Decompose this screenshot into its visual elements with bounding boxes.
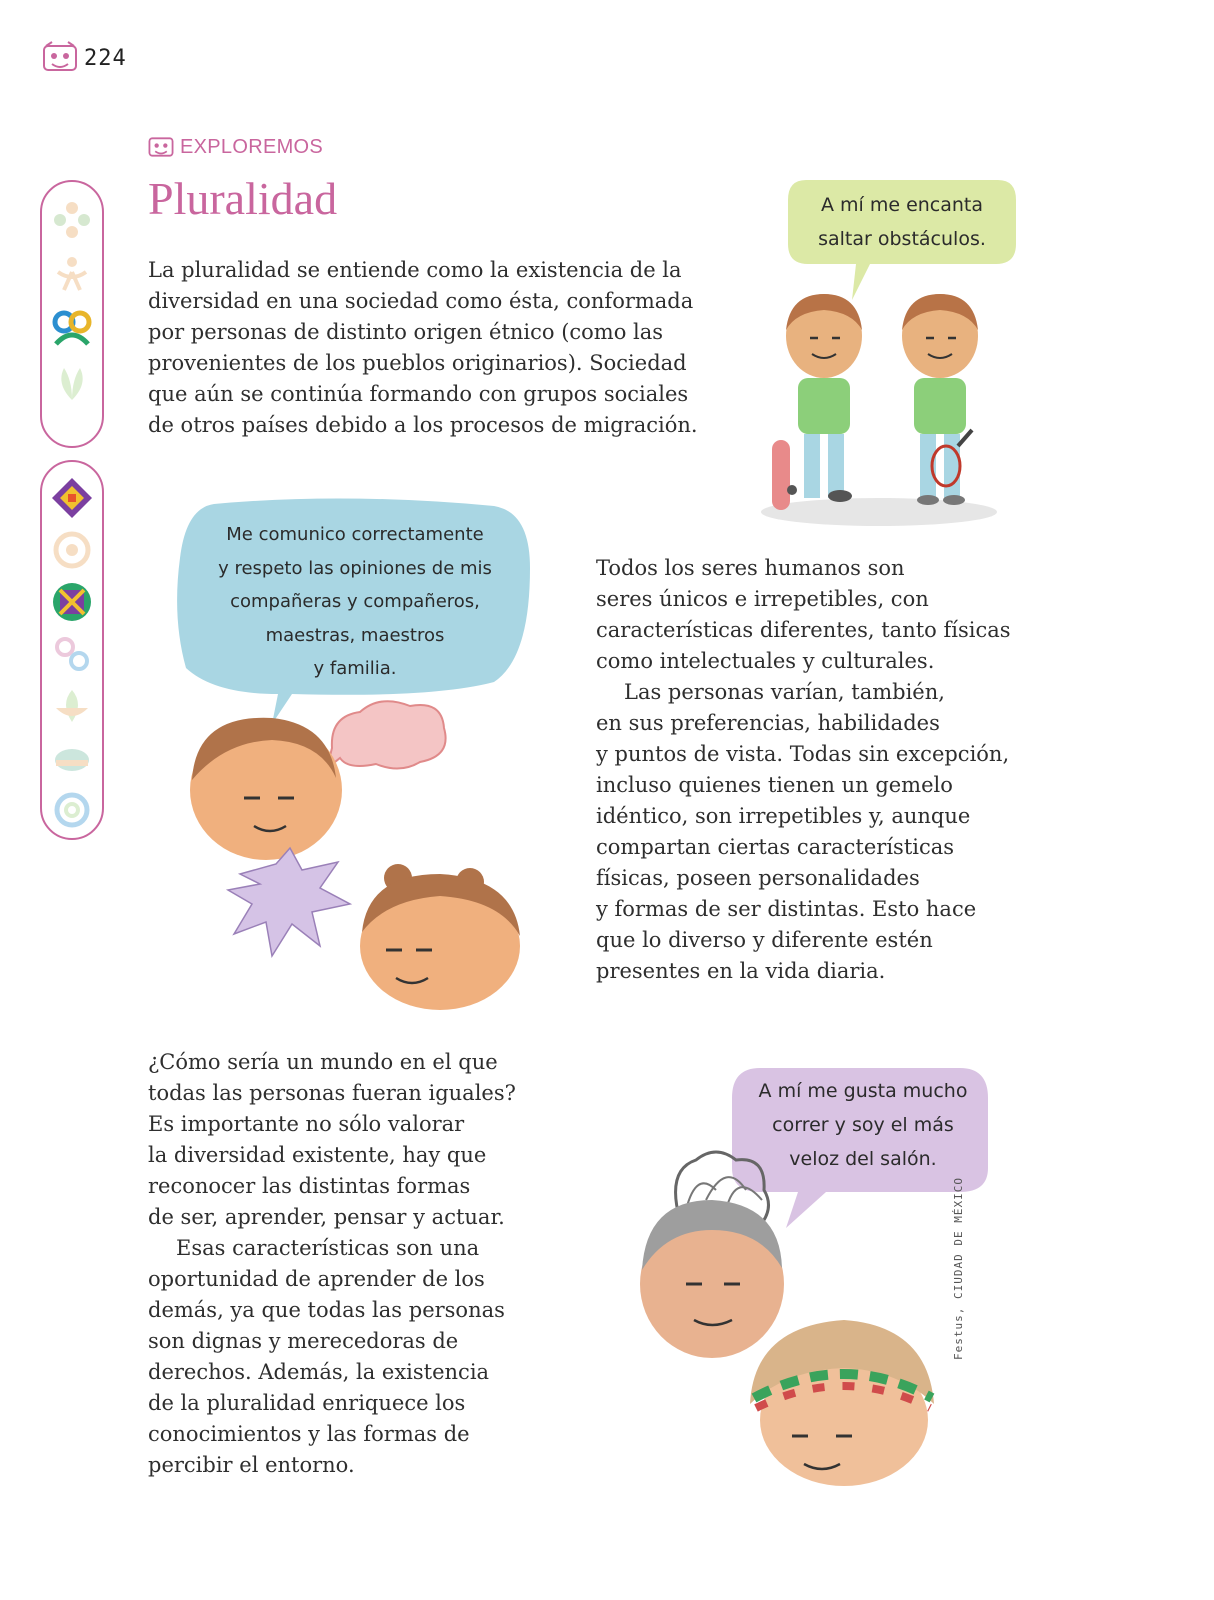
text-line: seres únicos e irrepetibles, con (596, 587, 929, 611)
text-line: en sus preferencias, habilidades (596, 711, 940, 735)
text-line: de la pluralidad enriquece los (148, 1391, 466, 1415)
text-line: diversidad en una sociedad como ésta, conformada (148, 289, 694, 313)
page-number (42, 40, 127, 76)
bubble-green-text (786, 188, 1018, 256)
flower-icon (50, 198, 94, 242)
glyph-icon (42, 40, 78, 76)
turtle-icon (50, 736, 94, 780)
text-line: percibir el entorno. (148, 1453, 355, 1477)
text-line: que aún se continúa formando con grupos sociales (148, 382, 689, 406)
sidebar-ejes-bottom (40, 460, 104, 840)
text-line: como intelectuales y culturales. (596, 649, 935, 673)
page-title: Pluralidad (148, 173, 338, 224)
bubble-line: y respeto las opiniones de mis (218, 557, 492, 579)
links-icon (50, 632, 94, 676)
text-line: todas las personas fueran iguales? (148, 1081, 516, 1105)
intro-paragraph (148, 255, 748, 441)
text-line: La pluralidad se entiende como la existencia de la (148, 258, 682, 282)
text-line: derechos. Además, la existencia (148, 1360, 490, 1384)
text-line: de otros países debido a los procesos de migración. (148, 413, 698, 437)
text-line: de ser, aprender, pensar y actuar. (148, 1205, 505, 1229)
bubble-line: maestras, maestros (265, 624, 445, 646)
text-line: Esas características son una (176, 1236, 480, 1260)
bubble-line: veloz del salón. (789, 1148, 937, 1170)
text-line: reconocer las distintas formas (148, 1174, 471, 1198)
people-circle-icon (50, 306, 94, 350)
glyph-icon (148, 134, 174, 160)
bubble-line: correr y soy el más (772, 1114, 954, 1136)
text-line: ¿Cómo sería un mundo en el que (148, 1050, 498, 1074)
section-label (148, 134, 323, 160)
twins-illustration (756, 290, 1002, 530)
text-line: conocimientos y las formas de (148, 1422, 470, 1446)
text-line: la diversidad existente, hay que (148, 1143, 487, 1167)
bubble-line: A mí me gusta mucho (758, 1080, 968, 1102)
credit-text: Festus, CIUDAD DE MÉXICO (952, 1177, 965, 1360)
text-line: características diferentes, tanto físicas (596, 618, 1011, 642)
illustration-credit (952, 1177, 972, 1370)
bubble-line: saltar obstáculos. (818, 228, 986, 250)
runner-faces-illustration (636, 1150, 936, 1490)
text-line: por personas de distinto origen étnico (como las (148, 320, 664, 344)
page-number-text: 224 (84, 45, 127, 71)
bubble-blue-text (180, 518, 530, 686)
bubble-line: compañeras y compañeros, (230, 591, 480, 612)
dancer-icon (50, 252, 94, 296)
leaf-icon (50, 360, 94, 404)
sidebar-campos-top (40, 180, 104, 448)
text-line: incluso quienes tienen un gemelo (596, 773, 953, 797)
text-line: idéntico, son irrepetibles y, aunque (596, 804, 971, 828)
bottom-paragraph (148, 1047, 568, 1481)
text-line: y puntos de vista. Todas sin excepción, (596, 742, 1010, 766)
text-line: compartan ciertas características (596, 835, 955, 859)
diamond-icon (50, 476, 94, 520)
bubble-line: Me comunico correctamente (226, 524, 484, 545)
text-line: demás, ya que todas las personas (148, 1298, 505, 1322)
text-line: que lo diverso y diferente estén (596, 928, 933, 952)
text-line: Es importante no sólo valorar (148, 1112, 465, 1136)
cross-square-icon (50, 580, 94, 624)
bubble-line: y familia. (313, 658, 397, 679)
text-line: Las personas varían, también, (624, 680, 945, 704)
circle-icon (50, 788, 94, 832)
section-label-text: EXPLOREMOS (180, 135, 324, 158)
text-line: presentes en la vida diaria. (596, 959, 886, 983)
spiral-icon (50, 528, 94, 572)
lotus-icon (50, 684, 94, 728)
text-line: y formas de ser distintas. Esto hace (596, 897, 977, 921)
text-line: Todos los seres humanos son (596, 556, 905, 580)
middle-paragraph (596, 553, 1056, 987)
text-line: provenientes de los pueblos originarios). Sociedad (148, 351, 687, 375)
faces-illustration (180, 698, 526, 1012)
bubble-line: A mí me encanta (820, 194, 984, 216)
text-line: oportunidad de aprender de los (148, 1267, 485, 1291)
text-line: físicas, poseen personalidades (596, 866, 920, 890)
text-line: son dignas y merecedoras de (148, 1329, 459, 1353)
